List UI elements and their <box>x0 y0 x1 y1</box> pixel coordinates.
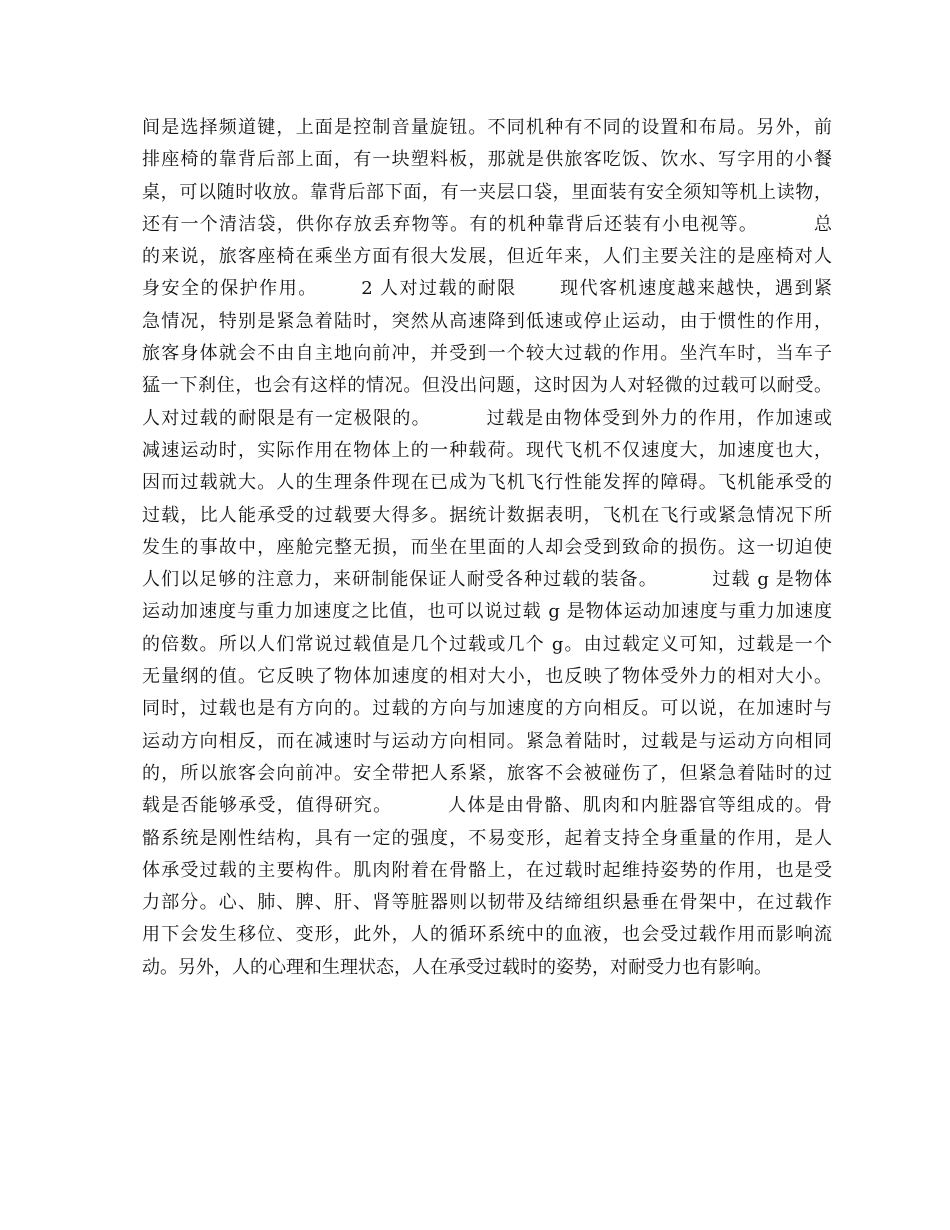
text-line: 过载，比人能承受的过载要大得多。据统计数据表明，飞机在飞行或紧急情况下所 <box>142 504 832 526</box>
text-line: 同时，过载也是有方向的。过载的方向与加速度的方向相反。可以说，在加速时与 <box>142 698 832 720</box>
text-line: 因而过载就大。人的生理条件现在已成为飞机飞行性能发挥的障碍。飞机能承受的 <box>142 472 832 494</box>
text-line: 体承受过载的主要构件。肌肉附着在骨骼上，在过载时起维持姿势的作用，也是受 <box>142 859 832 881</box>
text-line: 猛一下刹住，也会有这样的情况。但没出问题，这时因为人对轻微的过载可以耐受。 <box>142 375 832 397</box>
text-line: 力部分。心、肺、脾、肝、肾等脏器则以韧带及结缔组织悬垂在骨架中，在过载作 <box>142 892 832 914</box>
text-line: 人们以足够的注意力，来研制能保证人耐受各种过载的装备。 过载 g 是物体 <box>142 569 832 591</box>
body-text <box>142 112 832 984</box>
text-line: 身安全的保护作用。 2 人对过载的耐限 现代客机速度越来越快，遇到紧 <box>142 278 832 300</box>
text-line: 间是选择频道键，上面是控制音量旋钮。不同机种有不同的设置和布局。另外，前 <box>142 117 832 138</box>
text-line: 的倍数。所以人们常说过载值是几个过载或几个 g。由过载定义可知，过载是一个 <box>142 633 832 655</box>
text-line: 减速运动时，实际作用在物体上的一种载荷。现代飞机不仅速度大，加速度也大， <box>142 439 832 461</box>
text-line: 桌，可以随时收放。靠背后部下面，有一夹层口袋，里面装有安全须知等机上读物， <box>142 181 832 203</box>
text-line: 无量纲的值。它反映了物体加速度的相对大小，也反映了物体受外力的相对大小。 <box>142 666 832 688</box>
text-line: 排座椅的靠背后部上面，有一块塑料板，那就是供旅客吃饭、饮水、写字用的小餐 <box>142 149 832 171</box>
text-line: 急情况，特别是紧急着陆时，突然从高速降到低速或停止运动，由于惯性的作用， <box>142 310 832 332</box>
text-line: 的来说，旅客座椅在乘坐方面有很大发展，但近年来，人们主要关注的是座椅对人 <box>142 246 832 268</box>
text-line: 动。另外，人的心理和生理状态，人在承受过载时的姿势，对耐受力也有影响。 <box>142 956 772 978</box>
text-line: 载是否能够承受，值得研究。 人体是由骨骼、肌肉和内脏器官等组成的。骨 <box>142 795 832 817</box>
text-line: 还有一个清洁袋，供你存放丢弃物等。有的机种靠背后还装有小电视等。 总 <box>142 213 832 235</box>
text-line: 骼系统是刚性结构，具有一定的强度，不易变形，起着支持全身重量的作用，是人 <box>142 827 832 849</box>
text-line: 运动方向相反，而在减速时与运动方向相同。紧急着陆时，过载是与运动方向相同 <box>142 730 832 752</box>
text-line: 运动加速度与重力加速度之比值，也可以说过载 g 是物体运动加速度与重力加速度 <box>142 601 832 623</box>
text-line: 旅客身体就会不由自主地向前冲，并受到一个较大过载的作用。坐汽车时，当车子 <box>142 343 832 365</box>
text-line: 发生的事故中，座舱完整无损，而坐在里面的人却会受到致命的损伤。这一切迫使 <box>142 536 832 558</box>
text-line: 用下会发生移位、变形，此外，人的循环系统中的血液，也会受过载作用而影响流 <box>142 924 832 946</box>
text-line: 人对过载的耐限是有一定极限的。 过载是由物体受到外力的作用，作加速或 <box>142 407 832 429</box>
text-line: 的，所以旅客会向前冲。安全带把人系紧，旅客不会被碰伤了，但紧急着陆时的过 <box>142 762 832 784</box>
